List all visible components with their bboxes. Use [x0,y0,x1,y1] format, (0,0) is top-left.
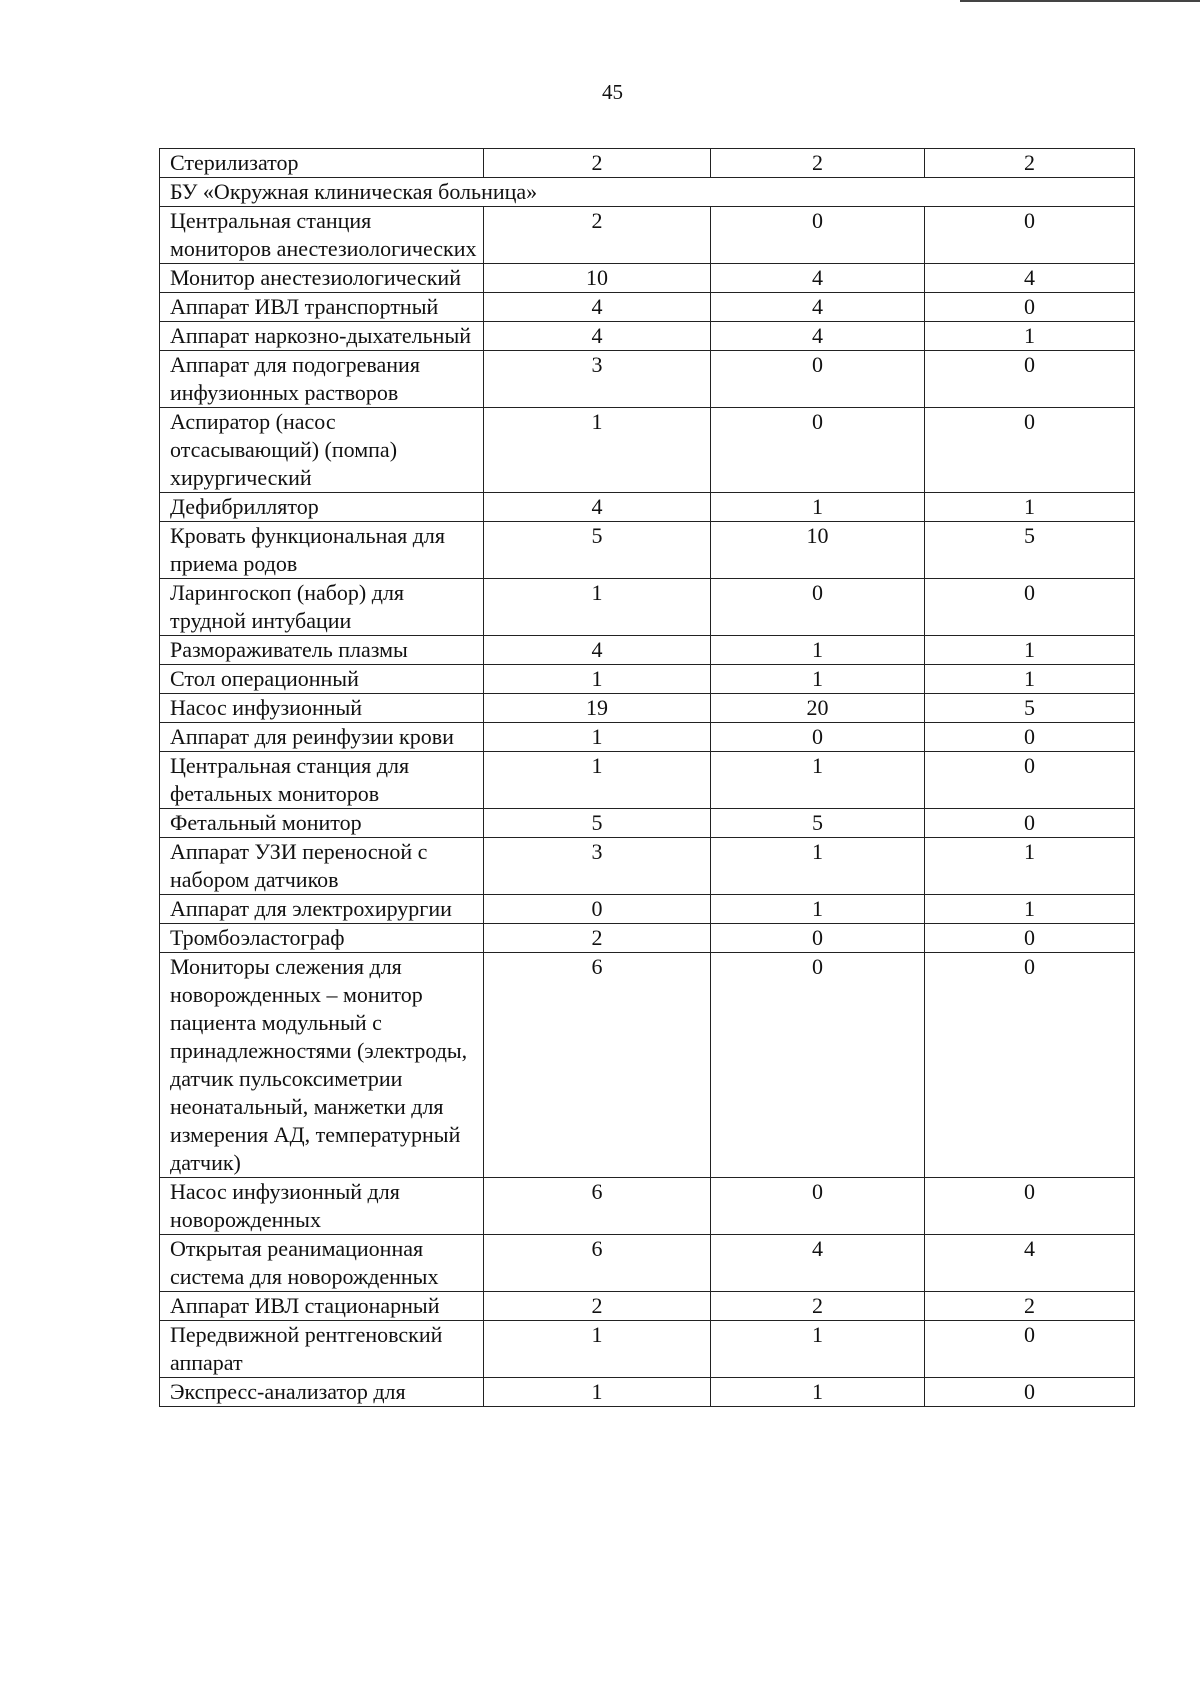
equipment-name-cell: Насос инфузионный для новорожденных [160,1178,484,1235]
quantity-cell: 1 [925,493,1135,522]
quantity-cell: 20 [711,694,925,723]
table-row [160,1378,1135,1407]
table-row [160,1292,1135,1321]
quantity-cell: 3 [484,838,711,895]
quantity-cell: 4 [711,1235,925,1292]
table-row [160,351,1135,408]
equipment-name-cell: Монитор анестезиологический [160,264,484,293]
table-row [160,1235,1135,1292]
equipment-name-cell: Кровать функциональная для приема родов [160,522,484,579]
quantity-cell: 0 [925,351,1135,408]
quantity-cell: 1 [711,1378,925,1407]
quantity-cell: 0 [711,1178,925,1235]
table-row [160,636,1135,665]
quantity-cell: 5 [484,809,711,838]
quantity-cell: 0 [925,953,1135,1178]
quantity-cell: 2 [711,1292,925,1321]
equipment-name-cell: Размораживатель плазмы [160,636,484,665]
table-row [160,408,1135,493]
quantity-cell: 5 [925,694,1135,723]
equipment-name-cell: Аппарат ИВЛ транспортный [160,293,484,322]
quantity-cell: 2 [484,207,711,264]
quantity-cell: 1 [711,895,925,924]
quantity-cell: 4 [484,636,711,665]
section-header-cell: БУ «Окружная клиническая больница» [160,178,1135,207]
equipment-name-cell: Аспиратор (насос отсасывающий) (помпа) хирургический [160,408,484,493]
quantity-cell: 4 [484,293,711,322]
quantity-cell: 1 [711,493,925,522]
quantity-cell: 1 [484,665,711,694]
equipment-name-cell: Аппарат ИВЛ стационарный [160,1292,484,1321]
quantity-cell: 1 [925,838,1135,895]
table-row [160,1178,1135,1235]
quantity-cell: 1 [925,665,1135,694]
quantity-cell: 0 [925,924,1135,953]
equipment-name-cell: Открытая реанимационная система для новорожденных [160,1235,484,1292]
table-row [160,809,1135,838]
quantity-cell: 0 [711,408,925,493]
equipment-table [159,148,1135,1407]
equipment-name-cell: Аппарат для электрохирургии [160,895,484,924]
quantity-cell: 4 [484,322,711,351]
equipment-name-cell: Стерилизатор [160,149,484,178]
table-row [160,752,1135,809]
top-rule [960,0,1200,2]
quantity-cell: 1 [711,636,925,665]
quantity-cell: 0 [925,723,1135,752]
quantity-cell: 0 [711,351,925,408]
quantity-cell: 0 [711,953,925,1178]
quantity-cell: 0 [925,579,1135,636]
quantity-cell: 5 [925,522,1135,579]
equipment-name-cell: Центральная станция мониторов анестезиологических [160,207,484,264]
quantity-cell: 2 [711,149,925,178]
equipment-name-cell: Тромбоэластограф [160,924,484,953]
quantity-cell: 6 [484,1235,711,1292]
quantity-cell: 0 [925,1378,1135,1407]
quantity-cell: 6 [484,953,711,1178]
quantity-cell: 1 [925,895,1135,924]
table-row [160,264,1135,293]
table-row [160,149,1135,178]
table-row [160,694,1135,723]
table-row [160,838,1135,895]
quantity-cell: 2 [925,1292,1135,1321]
quantity-cell: 1 [484,752,711,809]
quantity-cell: 1 [484,1378,711,1407]
table-row [160,665,1135,694]
quantity-cell: 2 [484,149,711,178]
table-row [160,953,1135,1178]
table-row [160,293,1135,322]
equipment-name-cell: Центральная станция для фетальных мониторов [160,752,484,809]
page-number: 45 [602,80,623,104]
equipment-name-cell: Мониторы слежения для новорожденных – монитор пациента модульный с принадлежностями (электроды, датчик пульсоксиметрии неонатальный, манжетки для измерения АД, температурный датчик) [160,953,484,1178]
quantity-cell: 1 [711,665,925,694]
quantity-cell: 1 [711,752,925,809]
quantity-cell: 0 [711,579,925,636]
quantity-cell: 2 [925,149,1135,178]
quantity-cell: 0 [925,809,1135,838]
quantity-cell: 1 [484,1321,711,1378]
quantity-cell: 4 [484,493,711,522]
quantity-cell: 0 [711,207,925,264]
table-row [160,895,1135,924]
section-header-row [160,178,1135,207]
table-row [160,522,1135,579]
quantity-cell: 10 [711,522,925,579]
equipment-name-cell: Стол операционный [160,665,484,694]
quantity-cell: 19 [484,694,711,723]
quantity-cell: 5 [484,522,711,579]
equipment-table-body [160,149,1135,1407]
equipment-name-cell: Фетальный монитор [160,809,484,838]
quantity-cell: 1 [925,636,1135,665]
quantity-cell: 0 [925,1178,1135,1235]
quantity-cell: 10 [484,264,711,293]
quantity-cell: 1 [484,579,711,636]
table-row [160,322,1135,351]
equipment-name-cell: Аппарат наркозно-дыхательный [160,322,484,351]
quantity-cell: 4 [711,293,925,322]
table-row [160,207,1135,264]
table-row [160,723,1135,752]
quantity-cell: 0 [925,1321,1135,1378]
quantity-cell: 2 [484,1292,711,1321]
quantity-cell: 3 [484,351,711,408]
quantity-cell: 4 [925,1235,1135,1292]
table-row [160,579,1135,636]
equipment-name-cell: Аппарат для подогревания инфузионных растворов [160,351,484,408]
equipment-name-cell: Ларингоскоп (набор) для трудной интубации [160,579,484,636]
table-row [160,493,1135,522]
quantity-cell: 2 [484,924,711,953]
equipment-name-cell: Аппарат УЗИ переносной с набором датчиков [160,838,484,895]
quantity-cell: 0 [925,207,1135,264]
quantity-cell: 6 [484,1178,711,1235]
quantity-cell: 4 [925,264,1135,293]
quantity-cell: 1 [484,408,711,493]
equipment-name-cell: Передвижной рентгеновский аппарат [160,1321,484,1378]
equipment-name-cell: Экспресс-анализатор для [160,1378,484,1407]
equipment-name-cell: Дефибриллятор [160,493,484,522]
quantity-cell: 0 [925,752,1135,809]
quantity-cell: 0 [925,293,1135,322]
quantity-cell: 0 [711,924,925,953]
quantity-cell: 1 [711,838,925,895]
equipment-name-cell: Насос инфузионный [160,694,484,723]
quantity-cell: 1 [711,1321,925,1378]
quantity-cell: 5 [711,809,925,838]
equipment-name-cell: Аппарат для реинфузии крови [160,723,484,752]
quantity-cell: 0 [711,723,925,752]
quantity-cell: 4 [711,322,925,351]
quantity-cell: 1 [484,723,711,752]
quantity-cell: 1 [925,322,1135,351]
table-row [160,1321,1135,1378]
table-row [160,924,1135,953]
quantity-cell: 4 [711,264,925,293]
quantity-cell: 0 [925,408,1135,493]
quantity-cell: 0 [484,895,711,924]
